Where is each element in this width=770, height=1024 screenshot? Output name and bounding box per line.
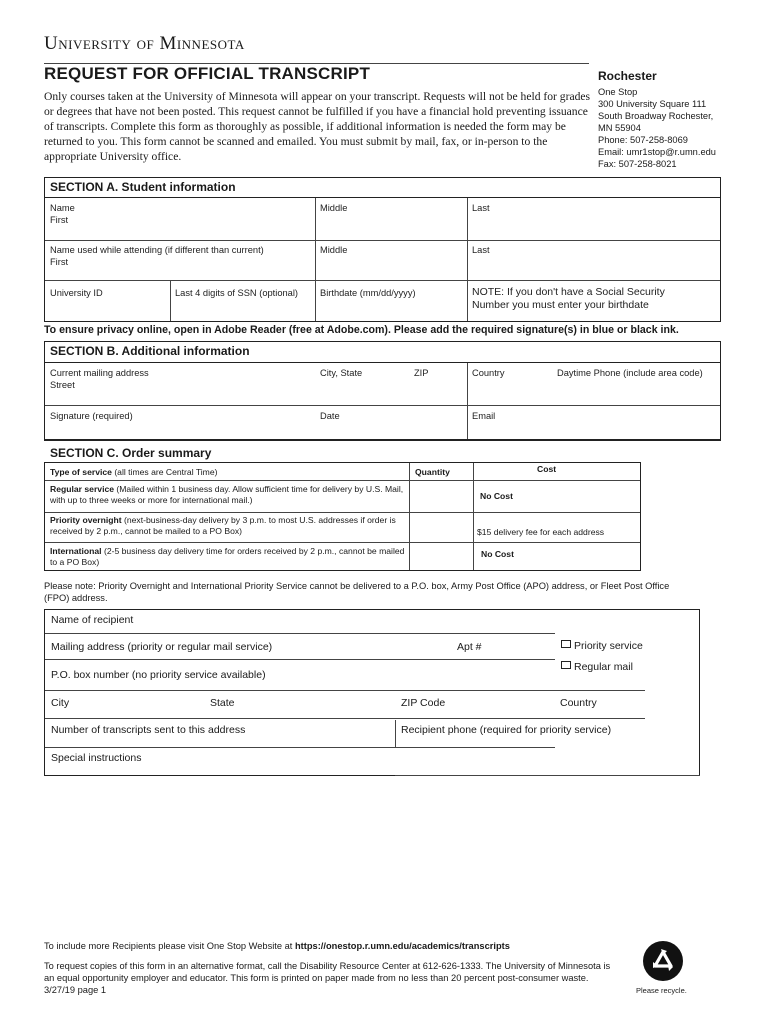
regular-mail-checkbox[interactable] [561,661,571,669]
cost-head: Cost [537,464,557,474]
recipient-phone-field[interactable]: Recipient phone (required for priority service) [401,724,612,736]
international-cost: No Cost [481,549,514,559]
divider [45,747,555,748]
divider [467,198,468,321]
divider [315,198,316,321]
recipient-state-field[interactable]: State [210,697,235,709]
apt-field[interactable]: Apt # [457,641,482,653]
alt-first-name-field[interactable]: First [50,257,69,267]
mailing-address-label: Current mailing address [50,368,149,378]
onestop-link[interactable]: https://onestop.r.umn.edu/academics/transcripts [294,941,510,951]
ssn-field[interactable]: Last 4 digits of SSN (optional) [175,288,298,298]
divider [170,280,171,321]
section-b-title: SECTION B. Additional information [45,342,720,363]
zip-field[interactable]: ZIP [414,368,429,378]
contact-line: MN 55904 [598,123,641,133]
priority-quantity-field[interactable] [415,515,467,541]
divider [45,542,640,543]
recipient-zip-field[interactable]: ZIP Code [401,697,446,709]
ssn-note-line-2: Number you must enter your birthdate [472,299,649,311]
divider [45,512,640,513]
divider [45,718,645,719]
divider [45,659,555,660]
intro-paragraph: Only courses taken at the University of Minnesota will appear on your transcript. Requests will not be held for grades or degrees that have not been posted. This request cannot be fulfilled if you have a financial hold preventing issuance of transcripts. Complete this form as thoroughly as possible, if additional information is needed the form may be returned to you. This form cannot be scanned and emailed. You must submit by mail, fax, or in-person to the appropriate University office. [44,90,591,163]
po-box-field[interactable]: P.O. box number (no priority service available) [51,669,266,681]
university-id-field[interactable]: University ID [50,288,103,298]
international-desc: International (2-5 business day delivery time for orders received by 2 p.m., cannot be mailed to a PO Box) [50,546,405,567]
recipient-city-field[interactable]: City [51,697,70,709]
contact-fax: Fax: 507-258-8021 [598,159,677,169]
transcript-count-field[interactable]: Number of transcripts sent to this address [51,724,246,736]
special-instructions-field[interactable]: Special instructions [51,752,142,764]
section-a-title: SECTION A. Student information [45,178,720,198]
recipient-country-field[interactable]: Country [560,697,597,709]
name-label: Name [50,203,75,213]
priority-cost: $15 delivery fee for each address [477,527,605,537]
recycle-label: Please recycle. [636,986,687,995]
section-a [44,177,721,322]
section-c-title: SECTION C. Order summary [50,446,212,460]
divider [45,405,720,406]
regular-service-desc: Regular service (Mailed within 1 business day. Allow sufficient time for delivery by U.S. Mail, with up to three weeks or more for international mail.) [50,484,404,505]
regular-quantity-field[interactable] [415,484,467,510]
last-name-field[interactable]: Last [472,203,490,213]
quantity-head: Quantity [415,467,450,477]
contact-line: South Broadway Rochester, [598,111,714,121]
regular-mail-label: Regular mail [574,661,633,673]
recycle-icon [640,940,686,982]
middle-name-field[interactable]: Middle [320,203,348,213]
city-state-field[interactable]: City, State [320,368,363,378]
daytime-phone-field[interactable]: Daytime Phone (include area code) [557,368,703,378]
section-c-top-rule [44,440,721,441]
contact-line: 300 University Square 111 [598,99,707,109]
divider [467,363,468,439]
po-box-note: Please note: Priority Overnight and International Priority Service cannot be delivered to a P.O. box, Army Post Office (APO) address, or Fleet Post Office (FPO) address. [44,581,670,603]
birthdate-field[interactable]: Birthdate (mm/dd/yyyy) [320,288,416,298]
type-of-service-head: Type of service (all times are Central Time) [50,467,218,477]
section-b [44,341,721,440]
divider [45,280,720,281]
alt-last-name-field[interactable]: Last [472,245,490,255]
divider [45,690,645,691]
contact-line: One Stop [598,87,638,97]
recipient-box [44,609,700,776]
divider [395,775,700,776]
divider [45,480,640,481]
priority-service-checkbox[interactable] [561,640,571,648]
campus-name: Rochester [598,69,657,83]
email-field[interactable]: Email [472,411,496,421]
priority-service-option[interactable] [561,640,643,653]
street-field[interactable]: Street [50,380,75,390]
recipient-name-field[interactable]: Name of recipient [51,614,134,626]
contact-phone: Phone: 507-258-8069 [598,135,688,145]
divider [395,720,396,747]
priority-service-label: Priority service [574,640,643,652]
alt-middle-name-field[interactable]: Middle [320,245,348,255]
contact-email: Email: umr1stop@r.umn.edu [598,147,716,157]
ssn-note-line-1: NOTE: If you don't have a Social Security [472,286,665,298]
order-table [44,462,641,571]
international-quantity-field[interactable] [415,546,467,568]
regular-mail-option[interactable] [561,661,633,674]
first-name-field[interactable]: First [50,215,69,225]
alt-format-note: To request copies of this form in an alternative format, call the Disability Resource Center at 612-626-1333. The University of Minnesota is an equal opportunity employer and educator. This form is printed on paper made from no less than 20 percent post-consumer waste. 3/27/19 page 1 [44,961,611,995]
divider [45,240,720,241]
university-name: University of Minnesota [44,33,245,54]
date-field[interactable]: Date [320,411,340,421]
more-recipients-note: To include more Recipients please visit One Stop Website at https://onestop.r.umn.edu/academics/transcripts [44,941,510,951]
page-title: REQUEST FOR OFFICIAL TRANSCRIPT [44,64,371,83]
priority-overnight-desc: Priority overnight (next-business-day delivery by 3 p.m. to most U.S. addresses if order is received by 2 p.m., cannot be mailed to a PO Box) [50,515,396,536]
country-field[interactable]: Country [472,368,505,378]
signature-field[interactable]: Signature (required) [50,411,133,421]
recipient-mailing-address-field[interactable]: Mailing address (priority or regular mail service) [51,641,273,653]
divider [45,633,555,634]
privacy-note: To ensure privacy online, open in Adobe Reader (free at Adobe.com). Please add the required signature(s) in blue or black ink. [44,324,679,336]
alt-name-label: Name used while attending (if different than current) [50,245,264,255]
regular-cost: No Cost [480,491,513,501]
